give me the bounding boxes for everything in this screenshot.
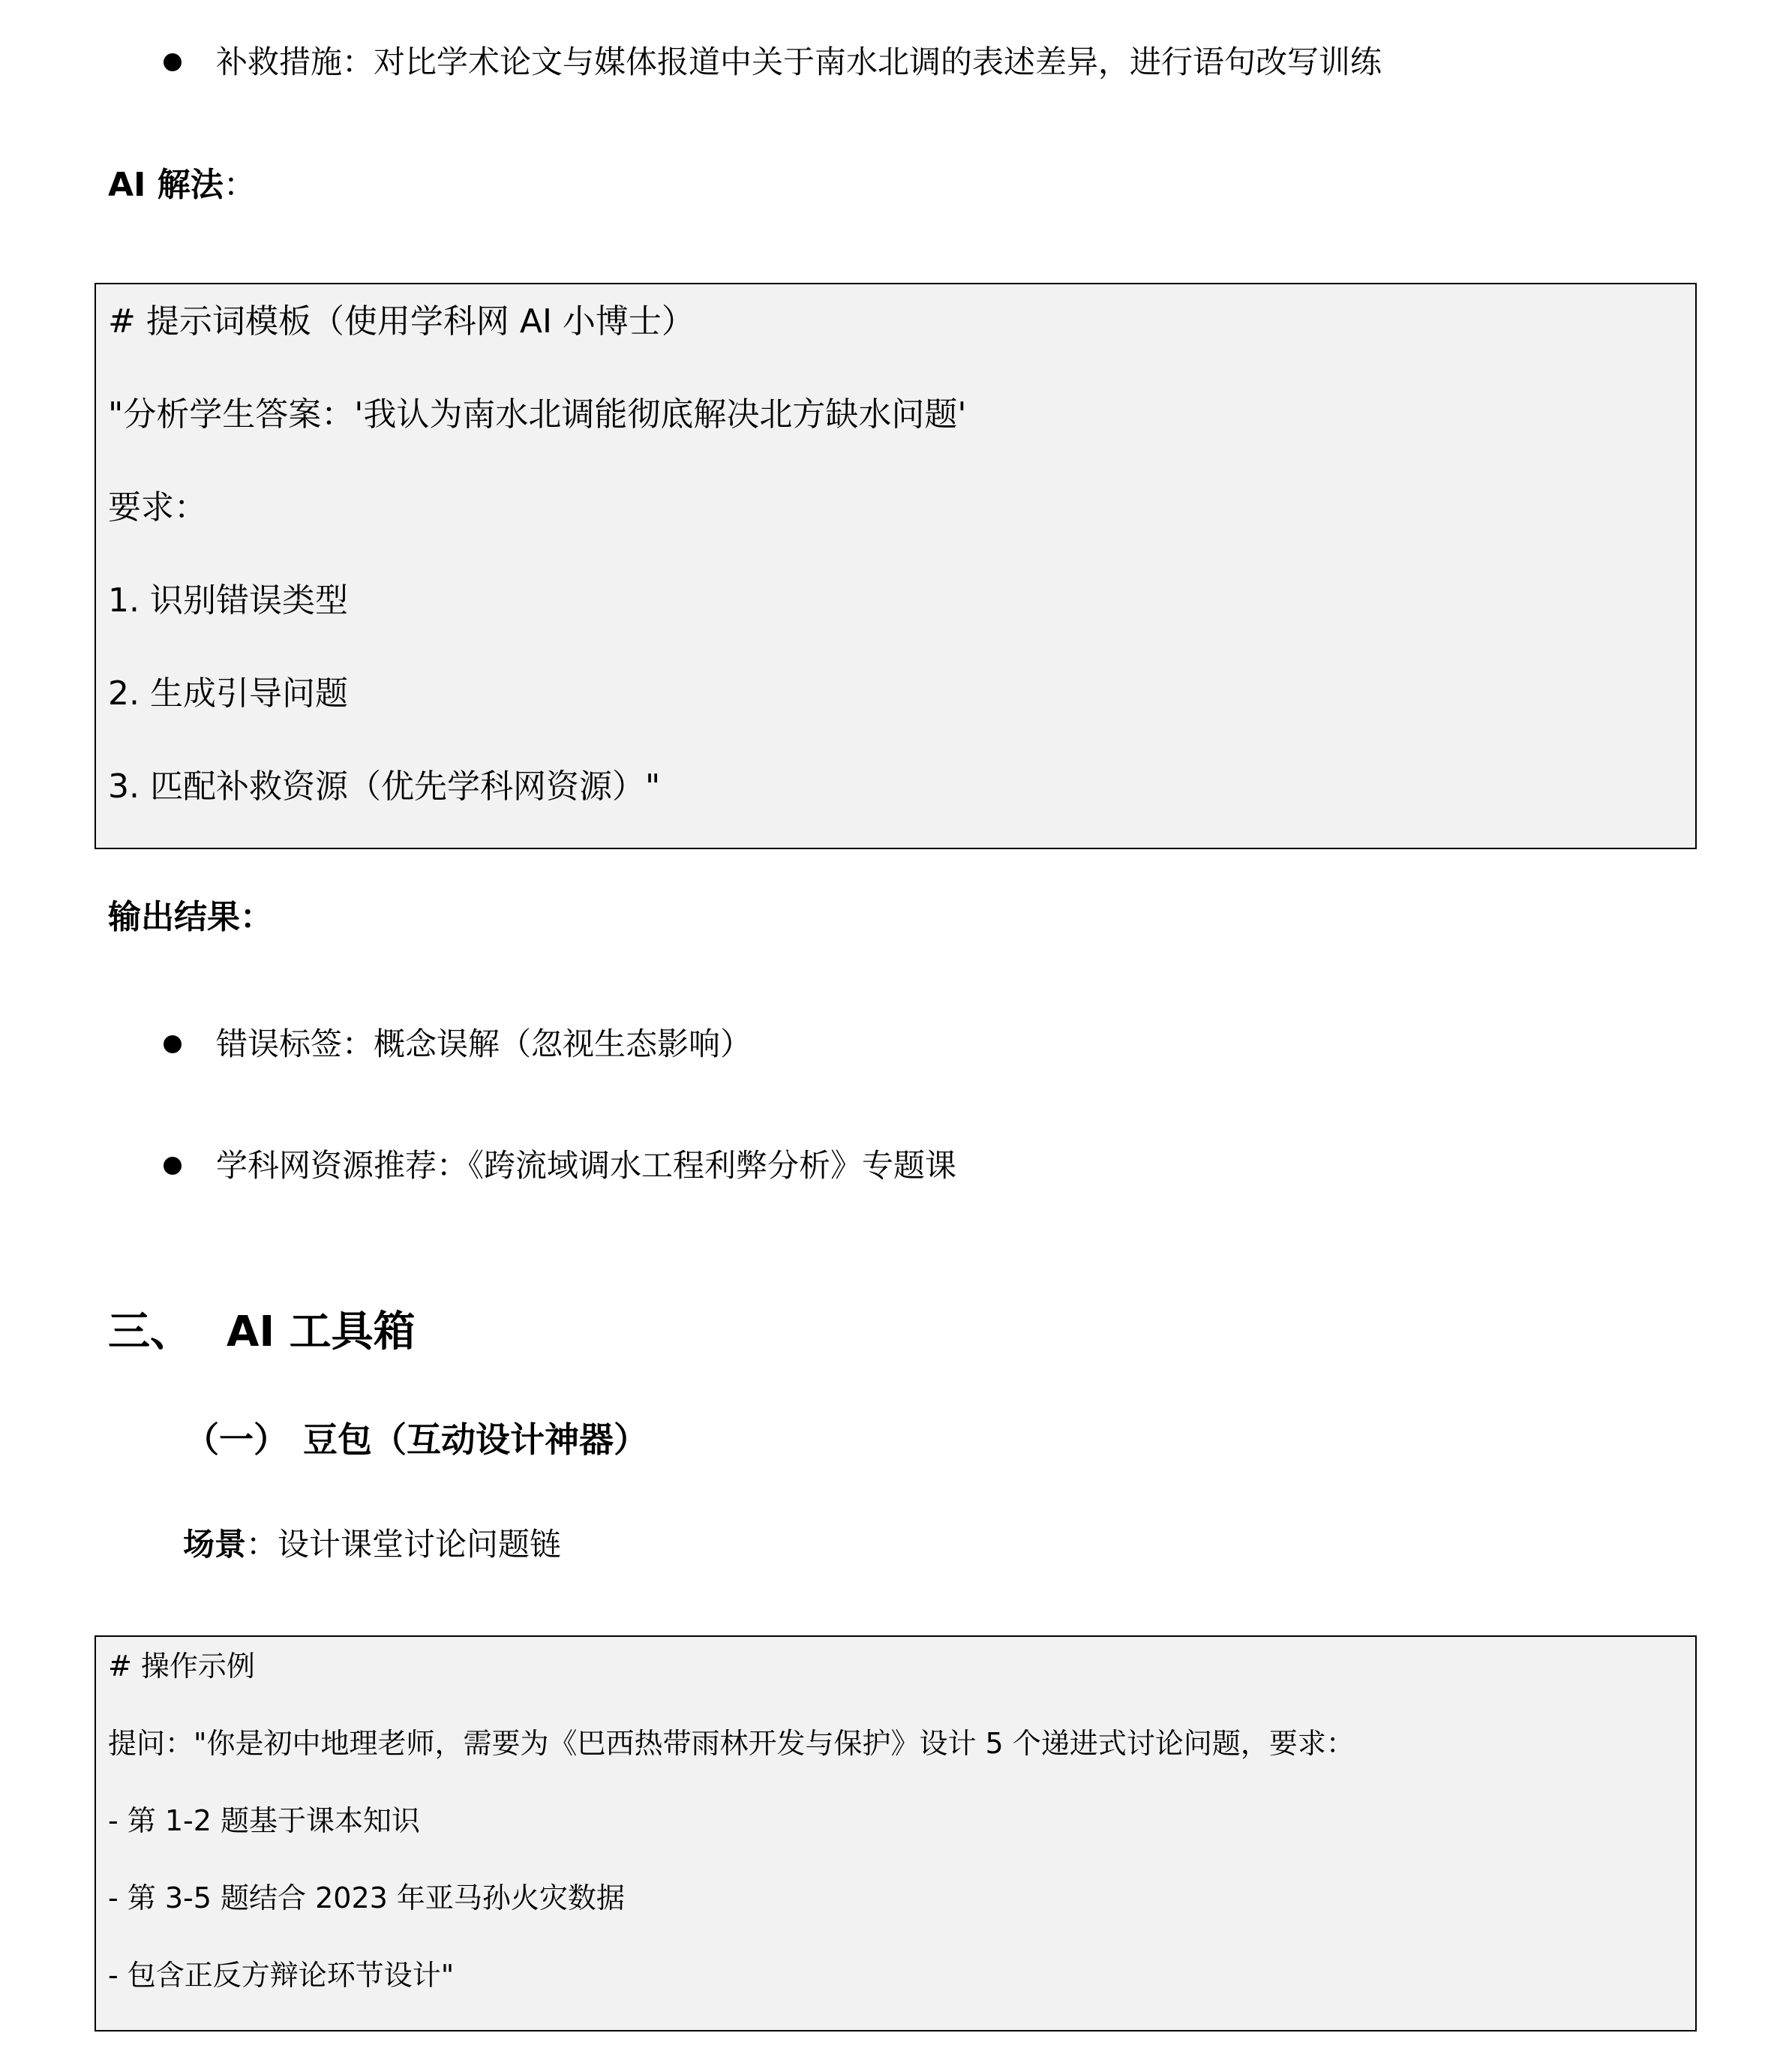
- prompt-line: 1. 识别错误类型: [108, 581, 348, 620]
- prompt-line: 2. 生成引导问题: [108, 674, 348, 713]
- bullet-icon: [164, 1157, 182, 1175]
- ai-solution-colon: ：: [223, 166, 257, 204]
- prompt-line: "分析学生答案：'我认为南水北调能彻底解决北方缺水问题': [108, 395, 967, 434]
- section-title: AI 工具箱: [227, 1308, 416, 1356]
- example-line: # 操作示例: [108, 1650, 255, 1683]
- subsection-title: 豆包（互动设计神器）: [303, 1419, 648, 1460]
- prompt-line: 要求：: [108, 488, 207, 527]
- section-number: 三、: [108, 1308, 192, 1356]
- prompt-template-box: [95, 283, 1697, 849]
- output-heading: 输出结果：: [108, 898, 273, 936]
- prompt-line: # 提示词模板（使用学科网 AI 小博士）: [108, 302, 695, 341]
- ai-solution-label: AI 解法: [108, 166, 224, 204]
- scene-line: [183, 1526, 561, 1563]
- example-line: - 第 3-5 题结合 2023 年亚马孙火灾数据: [108, 1881, 625, 1914]
- subsection-number: （一）: [185, 1419, 288, 1460]
- example-line: - 第 1-2 题基于课本知识: [108, 1804, 421, 1837]
- bullet-icon: [164, 53, 182, 71]
- subsection-heading: [185, 1419, 648, 1460]
- example-line: 提问："你是初中地理老师，需要为《巴西热带雨林开发与保护》设计 5 个递进式讨论问题，要求：: [108, 1727, 1355, 1760]
- bullet-icon: [164, 1035, 182, 1053]
- bullet-text: 学科网资源推荐：《跨流域调水工程利弊分析》专题课: [216, 1147, 957, 1184]
- scene-label: 场景: [183, 1526, 247, 1563]
- scene-text: ：设计课堂讨论问题链: [246, 1526, 562, 1563]
- ai-solution-heading: [108, 167, 257, 204]
- example-line: - 包含正反方辩论环节设计": [108, 1959, 455, 1992]
- prompt-line: 3. 匹配补救资源（优先学科网资源）": [108, 767, 661, 806]
- section-heading: [108, 1308, 416, 1356]
- bullet-text: 补救措施：对比学术论文与媒体报道中关于南水北调的表述差异，进行语句改写训练: [216, 44, 1382, 80]
- bullet-text: 错误标签：概念误解（忽视生态影响）: [216, 1025, 752, 1062]
- example-box: [95, 1635, 1697, 2031]
